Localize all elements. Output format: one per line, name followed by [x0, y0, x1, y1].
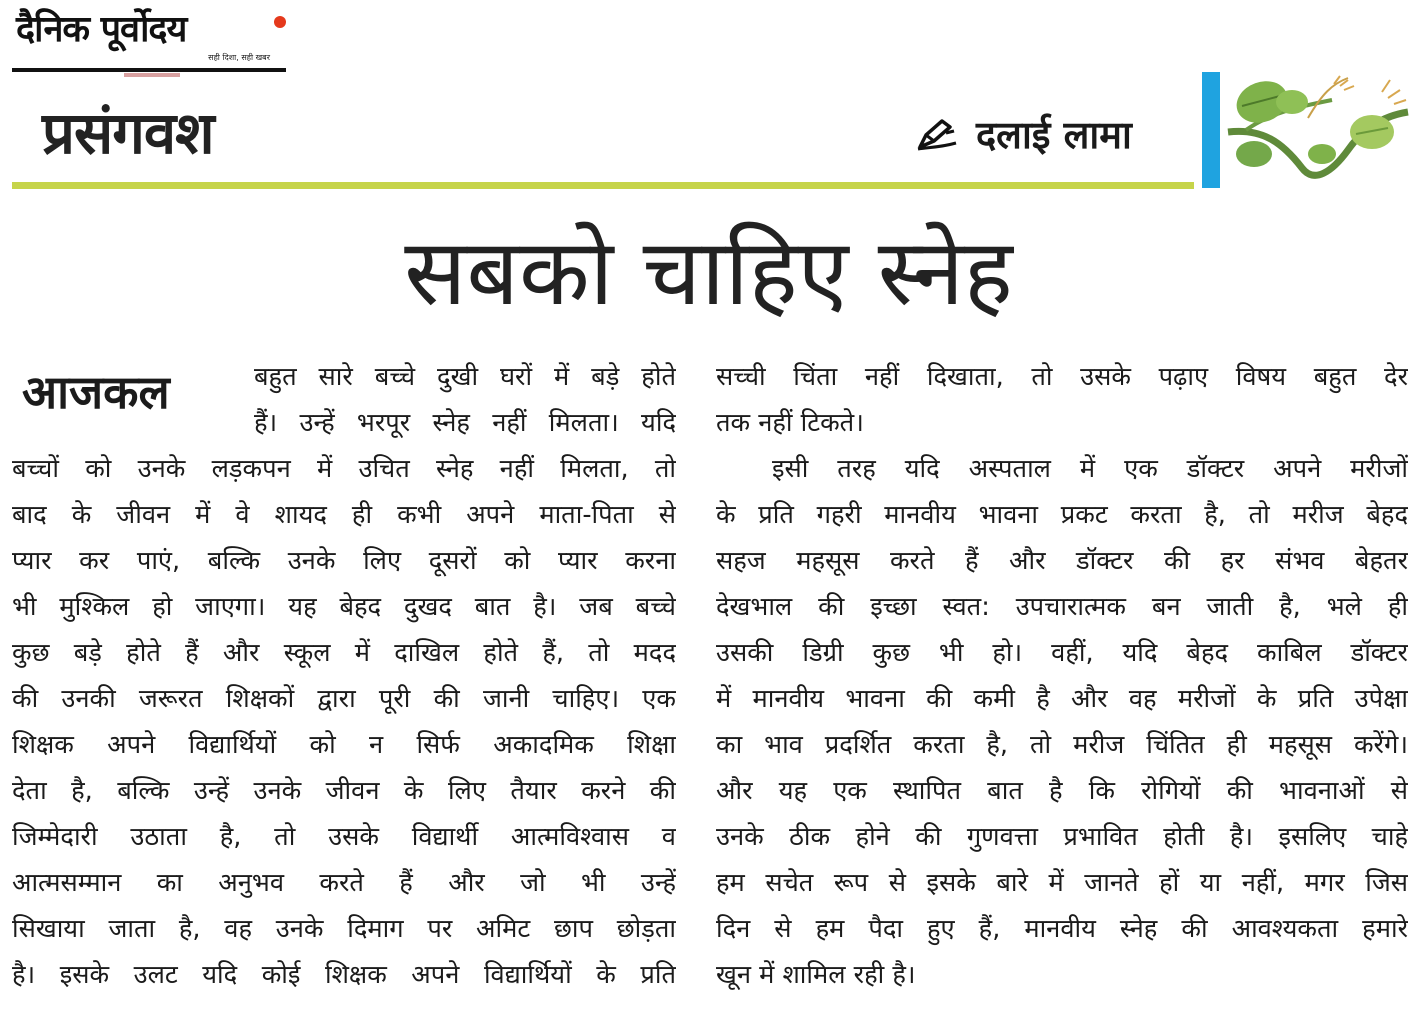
masthead-rule	[12, 68, 286, 72]
lead-word: आजकल	[22, 365, 170, 419]
text-line: सिखाया जाता है, वह उनके दिमाग पर अमिट छाप छोड़ता	[12, 914, 676, 944]
plant-illustration	[1222, 72, 1410, 188]
masthead-underline	[124, 73, 180, 77]
text-line: आत्मसम्मान का अनुभव करते हैं और जो भी उन्हें	[12, 868, 676, 898]
text-line: और यह एक स्थापित बात है कि रोगियों की भावनाओं से	[716, 776, 1408, 806]
text-line: बाद के जीवन में वे शायद ही कभी अपने माता-पिता से	[12, 500, 676, 530]
text-line: हैं। उन्हें भरपूर स्नेह नहीं मिलता। यदि	[254, 408, 676, 438]
text-line: बहुत सारे बच्चे दुखी घरों में बड़े होते	[254, 362, 676, 392]
text-line: के प्रति गहरी मानवीय भावना प्रकट करता है, तो मरीज बेहद	[716, 500, 1408, 530]
header-rule	[12, 182, 1194, 189]
newspaper-name: दैनिक पूर्वोदय	[16, 9, 187, 50]
text-line: प्यार कर पाएं, बल्कि उनके लिए दूसरों को प्यार करना	[12, 546, 676, 576]
blue-accent-bar	[1202, 72, 1220, 188]
text-line: देता है, बल्कि उन्हें उनके जीवन के लिए तैयार करने की	[12, 776, 676, 806]
text-line: शिक्षक अपने विद्यार्थियों को न सिर्फ अकादमिक शिक्षा	[12, 730, 676, 760]
text-line: कुछ बड़े होते हैं और स्कूल में दाखिल होते हैं, तो मदद	[12, 638, 676, 668]
text-line: दिन से हम पैदा हुए हैं, मानवीय स्नेह की आवश्यकता हमारे	[716, 914, 1408, 944]
text-line: देखभाल की इच्छा स्वत: उपचारात्मक बन जाती है, भले ही	[716, 592, 1408, 622]
text-line: उसकी डिग्री कुछ भी हो। वहीं, यदि बेहद काबिल डॉक्टर	[716, 638, 1408, 668]
text-line: उनके ठीक होने की गुणवत्ता प्रभावित होती है। इसलिए चाहे	[716, 822, 1408, 852]
newspaper-tagline: सही दिशा, सही खबर	[208, 53, 270, 62]
masthead	[12, 6, 286, 72]
text-line: इसी तरह यदि अस्पताल में एक डॉक्टर अपने मरीजों	[772, 454, 1408, 484]
text-line: तक नहीं टिकते।	[716, 408, 864, 438]
text-line: भी मुश्किल हो जाएगा। यह बेहद दुखद बात है। जब बच्चे	[12, 592, 676, 622]
text-line: की उनकी जरूरत शिक्षकों द्वारा पूरी की जानी चाहिए। एक	[12, 684, 676, 714]
text-line: जिम्मेदारी उठाता है, तो उसके विद्यार्थी आत्मविश्वास व	[12, 822, 676, 852]
text-line: सच्ची चिंता नहीं दिखाता, तो उसके पढ़ाए विषय बहुत देर	[716, 362, 1408, 392]
article-column-right	[716, 354, 1408, 998]
text-line: सहज महसूस करते हैं और डॉक्टर की हर संभव बेहतर	[716, 546, 1408, 576]
pen-icon	[916, 117, 958, 151]
author-name: दलाई लामा	[976, 113, 1132, 157]
article-headline: सबको चाहिए स्नेह	[404, 219, 1013, 326]
section-label: प्रसंगवश	[42, 99, 214, 167]
text-line: बच्चों को उनके लड़कपन में उचित स्नेह नहीं मिलता, तो	[12, 454, 676, 484]
text-line: में मानवीय भावना की कमी है और वह मरीजों के प्रति उपेक्षा	[716, 684, 1408, 714]
text-line: का भाव प्रदर्शित करता है, तो मरीज चिंतित ही महसूस करेंगे।	[716, 730, 1408, 760]
text-line: खून में शामिल रही है।	[716, 960, 916, 990]
text-line: हम सचेत रूप से इसके बारे में जानते हों या नहीं, मगर जिस	[716, 868, 1408, 898]
author-byline	[916, 112, 1132, 156]
masthead-dot-icon	[274, 16, 286, 28]
text-line: है। इसके उलट यदि कोई शिक्षक अपने विद्यार्थियों के प्रति	[12, 960, 676, 990]
article-column-left	[12, 354, 676, 998]
